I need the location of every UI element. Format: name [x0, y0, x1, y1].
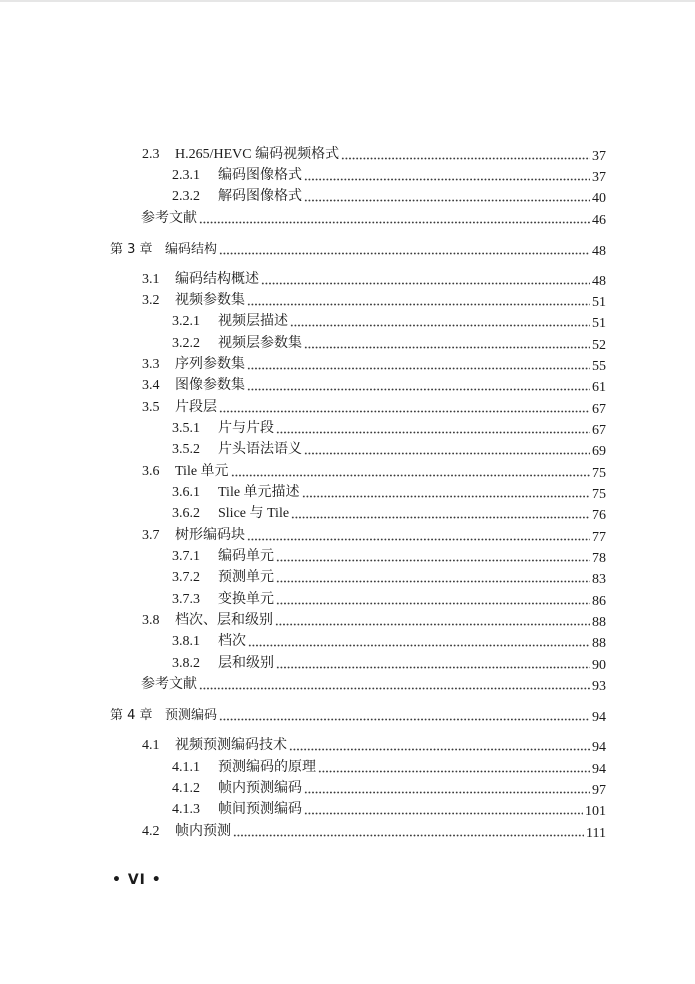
subsection-entry: [172, 419, 606, 439]
dot-leader: [304, 199, 590, 202]
toc-entry-title: Slice 与 Tile: [218, 506, 290, 521]
section-entry: [142, 736, 606, 756]
toc-entry-title: 图像参数集: [175, 378, 245, 393]
toc-entry-page: 69: [592, 444, 606, 459]
section-entry: [142, 355, 606, 375]
toc-entry-title: 参考文献: [141, 211, 197, 226]
dot-leader: [247, 538, 590, 541]
toc-entry-page: 67: [592, 402, 606, 417]
toc-entry-number: 3.5.2: [172, 442, 200, 457]
toc-entry-title: 预测编码的原理: [218, 760, 316, 775]
dot-leader: [199, 687, 590, 690]
section-entry: [142, 270, 606, 290]
section-entry: [142, 291, 606, 311]
subsection-entry: [172, 632, 606, 652]
toc-entry-number: 3.6.2: [172, 506, 200, 521]
toc-entry-page: 97: [592, 783, 606, 798]
toc-entry-number: 3.7.1: [172, 549, 200, 564]
toc-entry-number: 3.2: [142, 293, 160, 308]
toc-entry-page: 46: [592, 213, 606, 228]
toc-entry-title: 序列参数集: [175, 357, 245, 372]
subsection-entry: [172, 440, 606, 460]
toc-entry-number: 3.8.2: [172, 656, 200, 671]
toc-entry-title: 帧内预测: [175, 824, 231, 839]
references-entry: [141, 675, 606, 695]
toc-entry-page: 111: [586, 826, 606, 841]
dot-leader: [304, 791, 590, 794]
page-number-footer: • VI •: [112, 872, 162, 888]
toc-entry-title: 参考文献: [141, 677, 197, 692]
dot-leader: [247, 303, 590, 306]
toc-entry-number: 4.1.3: [172, 802, 200, 817]
section-entry: [142, 376, 606, 396]
toc-entry-page: 51: [592, 316, 606, 331]
toc-entry-title: 档次: [218, 634, 246, 649]
toc-entry-number: 第 3 章: [110, 242, 153, 257]
section-entry: [142, 526, 606, 546]
toc-entry-page: 76: [592, 508, 606, 523]
references-entry: [141, 209, 606, 229]
section-entry: [142, 611, 606, 631]
subsection-entry: [172, 483, 606, 503]
toc-entry-number: 2.3: [142, 147, 160, 162]
toc-entry-page: 37: [592, 170, 606, 185]
dot-leader: [289, 748, 590, 751]
toc-entry-number: 3.7.2: [172, 570, 200, 585]
subsection-entry: [172, 312, 606, 332]
subsection-entry: [172, 334, 606, 354]
subsection-entry: [172, 187, 606, 207]
toc-entry-page: 90: [592, 658, 606, 673]
subsection-entry: [172, 758, 606, 778]
dot-leader: [291, 516, 590, 519]
toc-entry-page: 94: [592, 762, 606, 777]
toc-entry-page: 86: [592, 594, 606, 609]
dot-leader: [304, 452, 590, 455]
toc-entry-page: 88: [592, 636, 606, 651]
toc-entry-title: 树形编码块: [175, 528, 245, 543]
toc-entry-title: 预测单元: [218, 570, 274, 585]
dot-leader: [261, 282, 590, 285]
dot-leader: [219, 410, 590, 413]
dot-leader: [341, 157, 590, 160]
dot-leader: [276, 666, 590, 669]
toc-entry-title: Tile 单元描述: [218, 485, 300, 500]
toc-entry-number: 3.6: [142, 464, 160, 479]
subsection-entry: [172, 547, 606, 567]
toc-entry-title: 帧内预测编码: [218, 781, 302, 796]
toc-entry-number: 4.2: [142, 824, 160, 839]
dot-leader: [247, 388, 590, 391]
toc-entry-title: 变换单元: [218, 592, 274, 607]
toc-entry-title: 档次、层和级别: [175, 613, 273, 628]
toc-entry-number: 3.7: [142, 528, 160, 543]
toc-entry-number: 4.1.1: [172, 760, 200, 775]
subsection-entry: [172, 654, 606, 674]
subsection-entry: [172, 504, 606, 524]
scan-edge: [0, 0, 695, 2]
dot-leader: [304, 178, 590, 181]
section-entry: [142, 462, 606, 482]
toc-entry-page: 88: [592, 615, 606, 630]
toc-entry-number: 3.7.3: [172, 592, 200, 607]
toc-entry-title: 预测编码: [165, 708, 218, 723]
toc-entry-number: 2.3.1: [172, 168, 200, 183]
toc-entry-page: 75: [592, 466, 606, 481]
toc-entry-page: 101: [585, 804, 606, 819]
toc-entry-page: 75: [592, 487, 606, 502]
subsection-entry: [172, 166, 606, 186]
toc-entry-number: 3.1: [142, 272, 160, 287]
toc-entry-page: 78: [592, 551, 606, 566]
toc-entry-title: 视频层描述: [218, 314, 288, 329]
toc-entry-number: 3.2.1: [172, 314, 200, 329]
toc-entry-page: 52: [592, 338, 606, 353]
toc-entry-title: 解码图像格式: [218, 189, 302, 204]
toc-entry-page: 77: [592, 530, 606, 545]
toc-entry-title: 编码结构: [165, 242, 218, 257]
toc-entry-page: 40: [592, 191, 606, 206]
dot-leader: [276, 559, 590, 562]
dot-leader: [318, 770, 590, 773]
toc-entry-title: 视频参数集: [175, 293, 245, 308]
subsection-entry: [172, 779, 606, 799]
toc-entry-number: 3.3: [142, 357, 160, 372]
toc-entry-title: 视频预测编码技术: [175, 738, 287, 753]
dot-leader: [219, 252, 590, 255]
toc-entry-title: H.265/HEVC 编码视频格式: [175, 147, 340, 162]
toc-entry-page: 61: [592, 380, 606, 395]
dot-leader: [302, 495, 590, 498]
toc-entry-number: 第 4 章: [110, 708, 153, 723]
toc-entry-title: 视频层参数集: [218, 336, 302, 351]
toc-entry-page: 48: [592, 244, 606, 259]
toc-entry-title: 层和级别: [218, 656, 274, 671]
section-entry: [142, 145, 606, 165]
subsection-entry: [172, 568, 606, 588]
toc-entry-page: 94: [592, 710, 606, 725]
toc-entry-title: 编码结构概述: [175, 272, 259, 287]
toc-entry-number: 4.1.2: [172, 781, 200, 796]
dot-leader: [275, 623, 590, 626]
toc-entry-title: Tile 单元: [175, 464, 229, 479]
dot-leader: [247, 367, 590, 370]
toc-entry-page: 83: [592, 572, 606, 587]
chapter-heading: [110, 240, 606, 260]
toc-entry-title: 片段层: [175, 400, 217, 415]
toc-entry-title: 编码单元: [218, 549, 274, 564]
toc-entry-title: 片与片段: [218, 421, 274, 436]
toc-entry-number: 2.3.2: [172, 189, 200, 204]
toc-entry-number: 3.4: [142, 378, 160, 393]
section-entry: [142, 398, 606, 418]
toc-entry-title: 片头语法语义: [218, 442, 302, 457]
toc-entry-page: 94: [592, 740, 606, 755]
dot-leader: [276, 602, 590, 605]
toc-entry-number: 3.8: [142, 613, 160, 628]
toc-entry-page: 67: [592, 423, 606, 438]
toc-entry-number: 3.6.1: [172, 485, 200, 500]
subsection-entry: [172, 590, 606, 610]
toc-entry-page: 48: [592, 274, 606, 289]
toc-entry-number: 3.2.2: [172, 336, 200, 351]
chapter-heading: [110, 706, 606, 726]
dot-leader: [248, 644, 590, 647]
dot-leader: [276, 431, 590, 434]
toc-entry-number: 3.8.1: [172, 634, 200, 649]
toc-entry-number: 3.5: [142, 400, 160, 415]
dot-leader: [304, 346, 590, 349]
toc-entry-page: 51: [592, 295, 606, 310]
toc-entry-number: 3.5.1: [172, 421, 200, 436]
toc-entry-number: 4.1: [142, 738, 160, 753]
section-entry: [142, 822, 606, 842]
dot-leader: [290, 324, 590, 327]
toc-entry-page: 93: [592, 679, 606, 694]
subsection-entry: [172, 800, 606, 820]
dot-leader: [231, 474, 590, 477]
toc-entry-page: 55: [592, 359, 606, 374]
dot-leader: [304, 812, 583, 815]
toc-entry-title: 帧间预测编码: [218, 802, 302, 817]
toc-entry-page: 37: [592, 149, 606, 164]
dot-leader: [276, 580, 590, 583]
dot-leader: [199, 221, 590, 224]
toc-entry-title: 编码图像格式: [218, 168, 302, 183]
dot-leader: [219, 718, 590, 721]
dot-leader: [233, 834, 584, 837]
